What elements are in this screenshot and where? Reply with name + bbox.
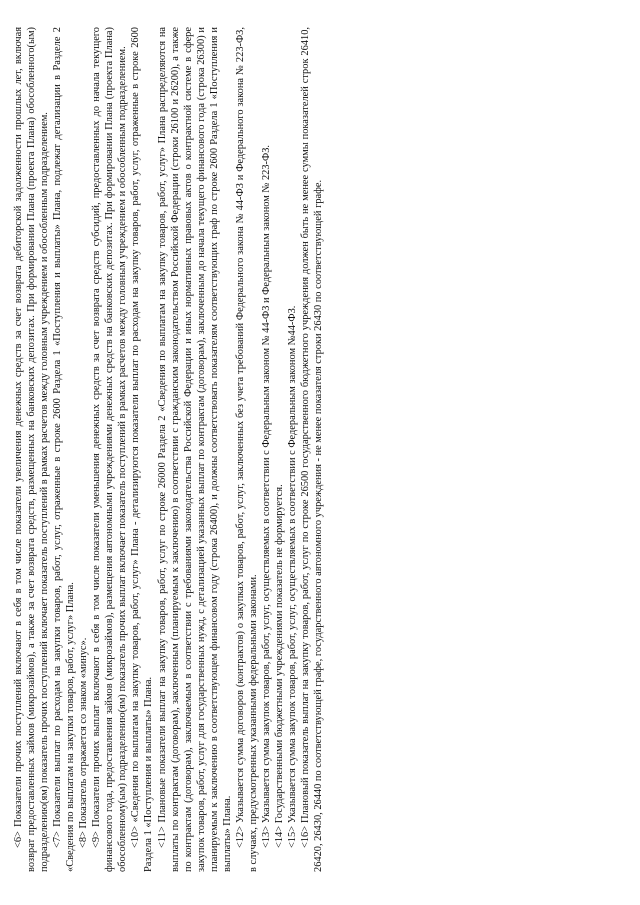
- footnote-11: <11> Плановые показатели выплат на закупку товаров, работ, услуг по строке 26000 Раздела 2 «Сведения по выплатам на закупку товаров, работ, услуг» Плана распределяются на выплаты по контрактам (договорам), заключенным (планируемым к заключению) в соответствии с гражданским законодательством Российской Федерации (строки 26100 и 26200), а также по контрактам (договорам), заключаемым в соответствии с требованиями законодательства Российской Федерации и иных нормативных правовых актов о контрактной системе в сфере закупок товаров, работ, услуг для государственных нужд, с детализацией указанных выплат по контрактам (договорам), заключенным до начала текущего финансового года (строка 26300) и планируемым к заключению в соответствующем финансовом году (строка 26400), и должны соответствовать показателям соответствующих граф по строке 2600 Раздела 1 «Поступления и выплаты» Плана.: [156, 27, 233, 872]
- footnote-7: <7> Показатели выплат по расходам на закупки товаров, работ, услуг, отраженные в строке 2600 Раздела 1 «Поступления и выплаты» Плана, подлежат детализации в Разделе 2 «Сведения по выплатам на закупки товаров, работ, услуг» Плана.: [52, 27, 77, 872]
- footnote-12: <12> Указывается сумма договоров (контрактов) о закупках товаров, работ, услуг, заключенных без учета требований Федерального закона № 44-ФЗ и Федерального закона № 223-ФЗ, в случаях, предусмотренных указанными федеральными законами.: [234, 27, 259, 872]
- footnote-8: <8> Показатель отражается со знаком «минус».: [78, 637, 90, 848]
- footnote-16: <16> Плановый показатель выплат на закупку товаров, работ, услуг по строке 26500 государственного бюджетного учреждения должен быть не менее суммы показателей строк 26410, 26420, 26430, 26440 по соответствующей графе, государственного автономного учреждения - не менее показателя строки 26430 по соответствующей графе.: [300, 27, 325, 872]
- footnote-10: <10> «Сведения по выплатам на закупку товаров, работ, услуг» Плана - детализируются показатели выплат по расходам на закупку товаров, работ, услуг, отраженные в строке 2600 Раздела 1 «Поступления и выплаты» Плана.: [130, 27, 155, 872]
- rotated-text-block: [12, 27, 432, 872]
- footnote-6: <6> Показатели прочих поступлений включают в себя в том числе показатели увеличения денежных средств за счет возврата дебиторской задолженности прошлых лет, включая возврат предоставленных займов (микрозаймов), а также за счет возврата средств, размещенных на банковских депозитах. При формировании Плана (проекта Плана) обособленного(ым) подразделению(ям) показатель прочих поступлений включает показатель поступлений в рамках расчетов между головным учреждением и обособленным подразделением.: [13, 27, 51, 872]
- footnote-13: <13> Указывается сумма закупок товаров, работ, услуг, осуществляемых в соответствии с Федеральным законом № 44-ФЗ и Федеральным законом № 223-ФЗ.: [260, 144, 272, 848]
- footnote-14: <14> Государственными бюджетными учреждениями показатель не формируется.: [273, 484, 285, 848]
- footnote-15: <15> Указывается сумма закупок товаров, работ, услуг, осуществляемых в соответствии с Федеральным законом №44-ФЗ.: [286, 305, 298, 848]
- footnote-9: <9> Показатели прочих выплат включают в себя в том числе показатели уменьшения денежных средств за счет возврата средств субсидий, предоставленных до начала текущего финансового года, предоставления займов (микрозаймов), размещения автономными учреждениями денежных средств на банковских депозитах. При формировании Плана (проекта Плана) обособленному(ым) подразделению(ям) показатель прочих выплат включает показатель поступлений в рамках расчетов между головным учреждением и обособленным подразделением.: [91, 27, 129, 872]
